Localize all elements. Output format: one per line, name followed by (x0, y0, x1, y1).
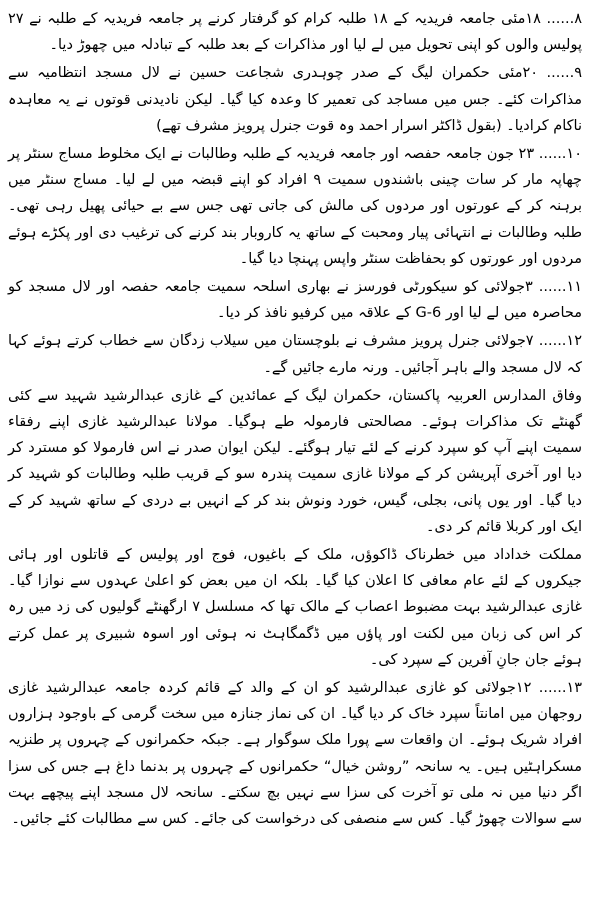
paragraph-amnesty (8, 542, 582, 673)
sector-reference: G-6 (415, 305, 442, 322)
paragraph-item-8 (8, 6, 582, 58)
paragraph-item-12 (8, 328, 582, 380)
paragraph-text: ۹...... ۲۰مئی حکمران لیگ کے صدر چوہدری شجاعت حسین نے لال مسجد انتظامیہ سے مذاکرات کئے۔ جس میں مساجد کی تعمیر کا وعدہ کیا گیا۔ لیکن نادیدنی قوتوں نے یہ معاہدہ ناکام کرادیا۔ (بقول ڈاکٹر اسرار احمد وہ قوت جنرل پرویز مشرف تھے) (8, 65, 582, 134)
paragraph-text: ۱۲...... ۷جولائی جنرل پرویز مشرف نے بلوچستان میں سیلاب زدگان سے خطاب کرتے ہوئے کہا کہ لال مسجد والے باہر آجائیں۔ ورنہ مارے جائیں گے۔ (8, 333, 582, 376)
paragraph-text-continued: کے علاقہ میں کرفیو نافذ کر دیا۔ (216, 305, 416, 322)
paragraph-text: ۱۳...... ۱۲جولائی کو غازی عبدالرشید کو ان کے والد کے قائم کردہ جامعہ عبدالرشید غازی روجھان میں امانتاً سپرد خاک کر دیا گیا۔ ان کی نماز جنازہ میں سخت گرمی کے باوجود ہزاروں افراد شریک ہوئے۔ ان واقعات سے پورا ملک سوگوار ہے۔ جبکہ حکمرانوں کے چہروں پر طنزیہ مسکراہٹیں ہیں۔ یہ سانحہ ”روشن خیال“ حکمرانوں کے چہروں پر بدنما داغ ہے جس کی سزا اگر دنیا میں نہ ملی تو آخرت کی سزا سے نہیں بچ سکتے۔ سانحہ لال مسجد اپنے پیچھے بہت سے سوالات چھوڑ گیا۔ کس سے منصفی کی درخواست کی جائے۔ کس سے مطالبات کئے جائیں۔ (8, 680, 583, 828)
paragraph-negotiations (8, 383, 582, 540)
paragraph-item-10 (8, 141, 582, 272)
paragraph-item-11 (8, 274, 582, 326)
paragraph-text: مملکت خداداد میں خطرناک ڈاکوؤں، ملک کے باغیوں، فوج اور پولیس کے قاتلوں اور ہائی جیکروں کے لئے عام معافی کا اعلان کیا گیا۔ بلکہ ان میں بعض کو اعلیٰ عہدوں سے نوازا گیا۔ غازی عبدالرشید بہت مضبوط اعصاب کے مالک تھا کہ مسلسل ۷ ارگھنٹے گولیوں کی زد میں رہ کر اس کی زبان میں لکنت اور پاؤں میں ڈگمگاہٹ نہ ہوئی اور اسوہ شبیری پر عمل کرتے ہوئے جان جانِ آفرین کے سپرد کی۔ (8, 547, 582, 668)
paragraph-item-9 (8, 60, 582, 139)
paragraph-text: ۱۰...... ۲۳ جون جامعہ حفصہ اور جامعہ فریدیہ کے طلبہ وطالبات نے ایک مخلوط مساج سنٹر پر چھاپہ مار کر سات چینی باشندوں سمیت ۹ افراد کو اپنے قبضہ میں لے لیا۔ مساج سنٹر میں برہنہ کر کے عورتوں اور مردوں کی مالش کی جاتی تھی جس سے بے حیائی پھیل رہی تھی۔ طلبہ وطالبات نے انتہائی پیار ومحبت کے ساتھ یہ کاروبار بند کرنے کی ترغیب دی اور پکڑے ہوئے مردوں اور عورتوں کو بحفاظت سنٹر واپس پہنچا دیا گیا۔ (8, 146, 583, 267)
paragraph-text: وفاق المدارس العربیہ پاکستان، حکمران لیگ کے عمائدین کے غازی عبدالرشید شہید سے کئی گھنٹے تک مذاکرات ہوئے۔ مصالحتی فارمولہ طے ہوگیا۔ مولانا عبدالرشید غازی اپنے رفقاء سمیت اپنے آپ کو سپرد کرنے کے لئے تیار ہوگئے۔ لیکن ایوان صدر نے اس فارمولا کو مسترد کر دیا اور آخری آپریشن کر کے مولانا غازی سمیت پندرہ سو کے قریب طلبہ وطالبات کو شہید کر دیا گیا۔ اور یوں پانی، بجلی، گیس، خورد ونوش بند کر کے انہیں بے دردی کے ساتھ شہید کر کے ایک اور کربلا قائم کر دی۔ (8, 387, 582, 535)
paragraph-text: ۸...... ۱۸مئی جامعہ فریدیہ کے ۱۸ طلبہ کرام کو گرفتار کرنے پر جامعہ فریدیہ کے طلبہ نے ۲۷ پولیس والوں کو اپنی تحویل میں لے لیا اور مذاکرات کے بعد طلبہ کے تبادلہ میں چھوڑ دیا۔ (8, 11, 583, 54)
paragraph-item-13 (8, 675, 582, 832)
paragraph-text: ۱۱...... ۳جولائی کو سیکورٹی فورسز نے بھاری اسلحہ سمیت جامعہ حفصہ اور لال مسجد کو محاصرہ میں لے لیا اور (8, 279, 583, 322)
